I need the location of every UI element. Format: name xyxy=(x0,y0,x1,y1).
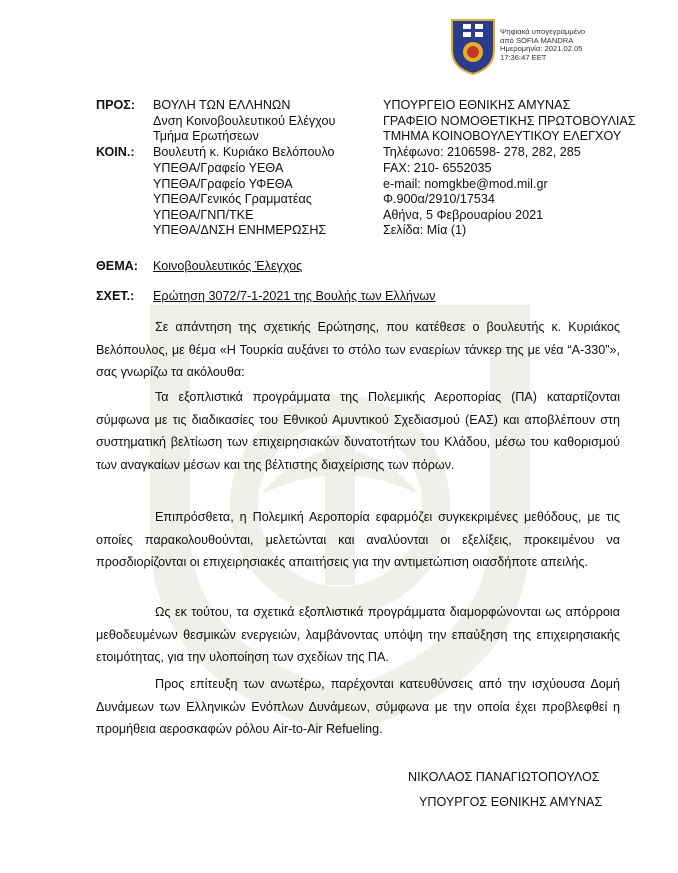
signature-line: 17:36:47 EET xyxy=(500,52,547,62)
cc-line: Βουλευτή κ. Κυριάκο Βελόπουλο xyxy=(153,145,335,159)
signatory-name: ΝΙΚΟΛΑΟΣ ΠΑΝΑΓΙΩΤΟΠΟΥΛΟΣ xyxy=(408,770,600,784)
reference-label: ΣΧΕΤ.: xyxy=(96,289,135,303)
sender-line: ΤΜΗΜΑ ΚΟΙΝΟΒΟΥΛΕΥΤΙΚΟΥ ΕΛΕΓΧΟΥ xyxy=(383,129,622,143)
to-line: Τμήμα Ερωτήσεων xyxy=(153,129,259,143)
cc-line: ΥΠΕΘΑ/Γενικός Γραμματέας xyxy=(153,192,312,206)
sender-line: Τηλέφωνο: 2106598- 278, 282, 285 xyxy=(383,145,581,159)
reference-text: Ερώτηση 3072/7-1-2021 της Βουλής των Ελλήνων xyxy=(153,289,436,303)
sender-line: Φ.900α/2910/17534 xyxy=(383,192,495,206)
signature-line: από SOFIA MANDRA xyxy=(500,35,574,45)
signatory-title: ΥΠΟΥΡΓΟΣ ΕΘΝΙΚΗΣ ΑΜΥΝΑΣ xyxy=(419,795,603,809)
to-label: ΠΡΟΣ: xyxy=(96,98,136,112)
body-paragraph: Επιπρόσθετα, η Πολεμική Αεροπορία εφαρμόζει συγκεκριμένες μεθόδους, με τις οποίες παρακολουθούνται, μελετώνται και αναλύονται οι εξελίξεις, προκειμένου να προσδιορίζονται οι επιχειρησιακές απαιτήσεις για την αντιμετώπιση οιασδήποτε απειλής. xyxy=(96,510,620,570)
sender-line: ΥΠΟΥΡΓΕΙΟ ΕΘΝΙΚΗΣ ΑΜΥΝΑΣ xyxy=(383,98,571,112)
subject-label: ΘΕΜΑ: xyxy=(96,259,138,273)
subject-text: Κοινοβουλευτικός Έλεγχος xyxy=(153,259,303,273)
to-line: Δνση Κοινοβουλευτικού Ελέγχου xyxy=(153,114,336,128)
body-paragraph: Τα εξοπλιστικά προγράμματα της Πολεμικής Αεροπορίας (ΠΑ) καταρτίζονται σύμφωνα με τις διαδικασίες του Εθνικού Αμυντικού Σχεδιασμού (ΕΑΣ) και αποβλέπουν στη συστηματική βελτίωση των επιχειρησιακών δυνατοτήτων του Κλάδου, μέσω του καθορισμού των αναγκαίων μέσων και της βέλτιστης διαχείρισης των πόρων. xyxy=(96,390,620,472)
signature-line: Ημερομηνία: 2021.02.05 xyxy=(500,44,583,54)
sender-line: ΓΡΑΦΕΙΟ ΝΟΜΟΘΕΤΙΚΗΣ ΠΡΩΤΟΒΟΥΛΙΑΣ xyxy=(383,114,636,128)
signature-line: Ψηφιακά υπογεγραμμένο xyxy=(500,27,586,36)
digital-signature xyxy=(500,28,585,62)
cc-label: ΚΟΙΝ.: xyxy=(96,145,135,159)
cc-line: ΥΠΕΘΑ/ΔΝΣΗ ΕΝΗΜΕΡΩΣΗΣ xyxy=(153,223,327,237)
cc-line: ΥΠΕΘΑ/Γραφείο ΥΦΕΘΑ xyxy=(153,177,293,191)
to-line: ΒΟΥΛΗ ΤΩΝ ΕΛΛΗΝΩΝ xyxy=(153,98,291,112)
body-paragraph: Προς επίτευξη των ανωτέρω, παρέχονται κατευθύνσεις από την ισχύουσα Δομή Δυνάμεων των Ελληνικών Ενόπλων Δυνάμεων, σύμφωνα με την οποία έχει προβλεφθεί η προμήθεια αεροσκαφών ρόλου Air-to-Air Refueling. xyxy=(96,677,620,737)
body-paragraph: Ως εκ τούτου, τα σχετικά εξοπλιστικά προγράμματα διαμορφώνονται ως απόρροια μεθοδευμένων θεσμικών ενεργειών, λαμβάνοντας υπόψη την επαύξηση της επιχειρησιακής ετοιμότητας, για την υλοποίηση των σχεδίων της ΠΑ. xyxy=(96,605,620,665)
cc-line: ΥΠΕΘΑ/Γραφείο ΥΕΘΑ xyxy=(153,161,284,175)
sender-line: Σελίδα: Μία (1) xyxy=(383,223,467,237)
cc-line: ΥΠΕΘΑ/ΓΝΠ/ΤΚΕ xyxy=(153,208,254,222)
sender-line: FAX: 210- 6552035 xyxy=(383,161,492,175)
sender-line: Αθήνα, 5 Φεβρουαρίου 2021 xyxy=(383,208,544,222)
sender-line: e-mail: nomgkbe@mod.mil.gr xyxy=(383,177,548,191)
ministry-emblem-icon xyxy=(450,18,496,76)
body-paragraph: Σε απάντηση της σχετικής Ερώτησης, που κατέθεσε ο βουλευτής κ. Κυριάκος Βελόπουλος, με θέμα «Η Τουρκία αυξάνει το στόλο των εναερίων τάνκερ της με νέα “Α-330”», σας γνωρίζω τα ακόλουθα: xyxy=(96,320,620,380)
